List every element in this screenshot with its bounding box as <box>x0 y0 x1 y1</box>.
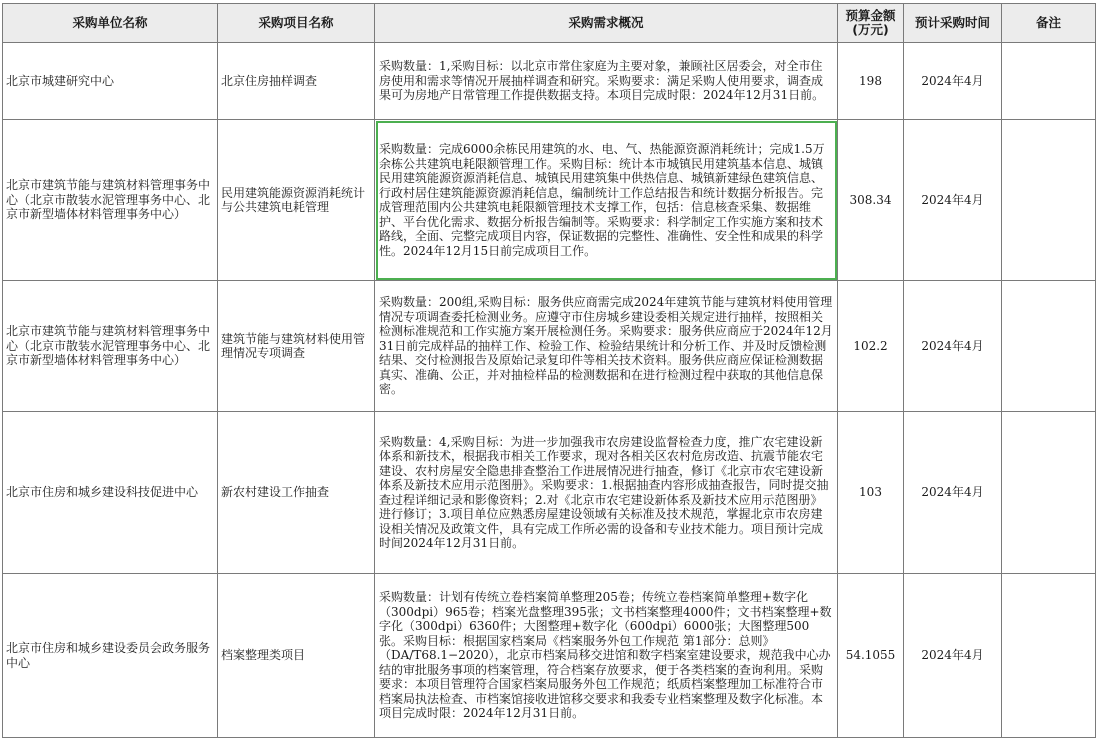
desc-cell: 采购数量：计划有传统立卷档案简单整理205卷；传统立卷档案简单整理+数字化（300dpi）965卷；档案光盘整理395张；文书档案整理4000件；文书档案整理+数字化（300dpi）6360件；大图整理+数字化（600dpi）6000张；大图整理500张。采购目标：根据国家档案局《档案服务外包工作规范 第1部分：总则》（DA/T68.1−2020），北京市档案局移交进馆和数字档案室建设要求，规范我中心办结的审批服务事项的档案管理，符合档案存放要求，便于各类档案的查询利用。采购要求：本项目管理符合国家档案局服务外包工作规范；纸质档案整理加工标准符合市档案局执法检查、市档案馆接收进馆移交要求和我委专业档案整理及数字化标准。本项目完成时限：2024年12月31日前。 <box>375 574 838 738</box>
desc-cell-selected[interactable]: 采购数量：完成6000余栋民用建筑的水、电、气、热能源资源消耗统计；完成1.5万余栋公共建筑电耗限额管理工作。采购目标：统计本市城镇民用建筑基本信息、城镇民用建筑能源资源消耗信息、城镇民用建筑集中供热信息、城镇新建绿色建筑信息、行政村居住建筑能源资源消耗信息，编制统计工作总结报告和统计数据分析报告。完成管理范围内公共建筑电耗限额管理技术支撑工作，包括：信息核查采集、数据维护、平台优化需求、数据分析报告编制等。采购要求：科学制定工作实施方案和技术路线，全面、完整完成项目内容，保证数据的完整性、准确性、安全性和成果的科学性。2024年12月15日前完成项目工作。 <box>375 120 838 281</box>
budget-cell: 198 <box>838 43 904 120</box>
time-cell: 2024年4月 <box>904 120 1002 281</box>
unit-cell: 北京市建筑节能与建筑材料管理事务中心（北京市散装水泥管理事务中心、北京市新型墙体材料管理事务中心） <box>3 281 218 412</box>
note-cell <box>1002 281 1096 412</box>
time-cell: 2024年4月 <box>904 412 1002 574</box>
time-cell: 2024年4月 <box>904 43 1002 120</box>
header-desc: 采购需求概况 <box>375 4 838 43</box>
project-cell: 档案整理类项目 <box>218 574 375 738</box>
desc-cell: 采购数量：1,采购目标：以北京市常住家庭为主要对象，兼顾社区居委会，对全市住房使用和需求等情况开展抽样调查和研究。采购要求：满足采购人使用要求，调查成果可为房地产日常管理工作提供数据支持。本项目完成时限：2024年12月31日前。 <box>375 43 838 120</box>
unit-cell: 北京市建筑节能与建筑材料管理事务中心（北京市散装水泥管理事务中心、北京市新型墙体材料管理事务中心） <box>3 120 218 281</box>
budget-cell: 308.34 <box>838 120 904 281</box>
header-row <box>3 4 1096 43</box>
time-cell: 2024年4月 <box>904 574 1002 738</box>
table-row <box>3 43 1096 120</box>
desc-cell: 采购数量：200组,采购目标：服务供应商需完成2024年建筑节能与建筑材料使用管理情况专项调查委托检测业务。应遵守市住房城乡建设委相关规定进行抽样，按照相关检测标准规范和工作实施方案开展检测任务。采购要求：服务供应商应于2024年12月31日前完成样品的抽样工作、检验工作、检验结果统计和分析工作、并及时反馈检测结果、交付检测报告及原始记录复印件等相关技术资料。服务供应商应保证检测数据真实、准确、公正，并对抽检样品的检测数据和在进行检测过程中获取的其他信息保密。 <box>375 281 838 412</box>
project-cell: 北京住房抽样调查 <box>218 43 375 120</box>
unit-cell: 北京市城建研究中心 <box>3 43 218 120</box>
note-cell <box>1002 120 1096 281</box>
header-time: 预计采购时间 <box>904 4 1002 43</box>
table-row <box>3 120 1096 281</box>
time-cell: 2024年4月 <box>904 281 1002 412</box>
budget-cell: 102.2 <box>838 281 904 412</box>
header-unit: 采购单位名称 <box>3 4 218 43</box>
header-note: 备注 <box>1002 4 1096 43</box>
project-cell: 新农村建设工作抽查 <box>218 412 375 574</box>
unit-cell: 北京市住房和城乡建设委员会政务服务中心 <box>3 574 218 738</box>
note-cell <box>1002 412 1096 574</box>
note-cell <box>1002 43 1096 120</box>
note-cell <box>1002 574 1096 738</box>
budget-cell: 103 <box>838 412 904 574</box>
table-row <box>3 281 1096 412</box>
table-row <box>3 574 1096 738</box>
table-row <box>3 412 1096 574</box>
header-project: 采购项目名称 <box>218 4 375 43</box>
desc-cell: 采购数量：4,采购目标：为进一步加强我市农房建设监督检查力度，推广农宅建设新体系和新技术，根据我市相关工作要求，现对各相关区农村危房改造、抗震节能农宅建设、农村房屋安全隐患排查整治工作进展情况进行抽查，修订《北京市农宅建设新体系及新技术应用示范图册》。采购要求：1.根据抽查内容形成抽查报告，同时提交抽查过程详细记录和影像资料；2.对《北京市农宅建设新体系及新技术应用示范图册》进行修订；3.项目单位应熟悉房屋建设领域有关标准及技术规范，掌握北京市农房建设相关情况及政策文件，具有完成工作所必需的设备和专业技术能力。项目预计完成时间2024年12月31日前。 <box>375 412 838 574</box>
project-cell: 民用建筑能源资源消耗统计与公共建筑电耗管理 <box>218 120 375 281</box>
budget-cell: 54.1055 <box>838 574 904 738</box>
header-budget: 预算金额(万元) <box>838 4 904 43</box>
procurement-table <box>2 3 1096 738</box>
unit-cell: 北京市住房和城乡建设科技促进中心 <box>3 412 218 574</box>
project-cell: 建筑节能与建筑材料使用管理情况专项调查 <box>218 281 375 412</box>
